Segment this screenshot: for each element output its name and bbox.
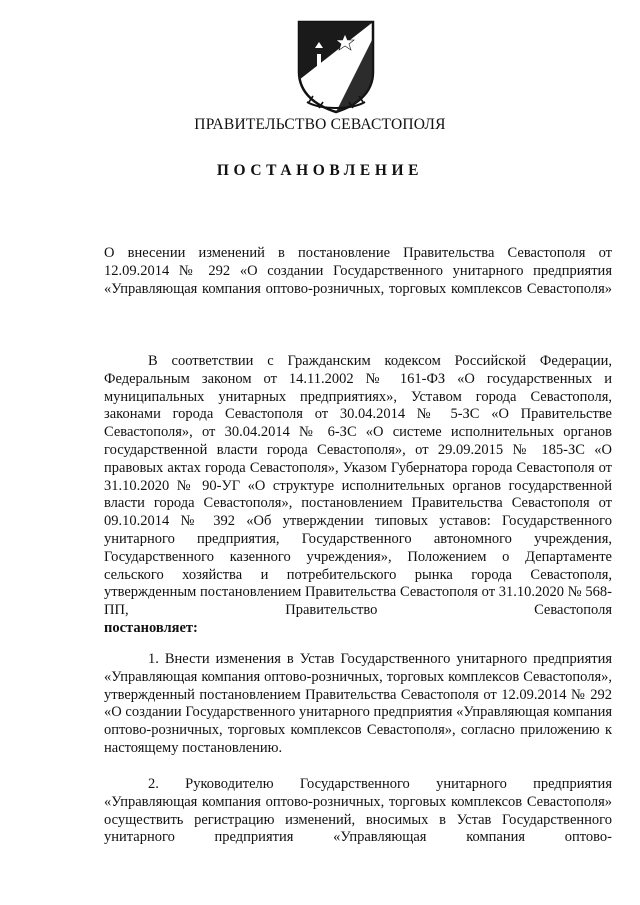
document-type: ПОСТАНОВЛЕНИЕ bbox=[216, 162, 424, 179]
preamble bbox=[104, 353, 612, 638]
item-1: 1. Внести изменения в Устав Государственного унитарного предприятия «Управляющая компания оптово-розничных, торговых комплексов Севастополя», утвержденный постановлением Правительства Севастополя от 12.09.2014 № 292 «О создании Государственного унитарного предприятия «Управляющая компания оптово-розничных, торговых комплексов Севастополя», согласно приложению к настоящему постановлению. bbox=[104, 651, 612, 756]
preamble-text: В соответствии с Гражданским кодексом Российской Федерации, Федеральным законом от 14.11.2002 № 161-ФЗ «О государственных и муниципальных унитарных предприятиях», Уставом города Севастополя, законами города Севастополя от 30.04.2014 № 5-ЗС «О Правительстве Севастополя», от 30.04.2014 № 6-ЗС «О системе исполнительных органов государственной власти города Севастополя», от 29.09.2015 № 185-ЗС «О правовых актах города Севастополя», Указом Губернатора города Севастополя от 31.10.2020 № 90-УГ «О структуре исполнительных органов государственной власти города Севастополя», постановлением Правительства Севастополя от 09.10.2014 № 392 «Об утверждении типовых уставов: Государственного унитарного предприятия, Государственного автономного учреждения, Государственного казенного учреждения», Положением о Департаменте сельского хозяйства и потребительского рынка города Севастополя, утвержденным постановлением Правительства Севастополя от 31.10.2020 № 568-ПП, Правительство Севастополя bbox=[104, 353, 612, 619]
sevastopol-coat-of-arms-icon bbox=[293, 18, 379, 114]
item-2: 2. Руководителю Государственного унитарного предприятия «Управляющая компания оптово-розничных, торговых комплексов Севастополя» осуществить регистрацию изменений, вносимых в Устав Государственного унитарного предприятия «Управляющая компания оптово- bbox=[104, 776, 612, 846]
document-subject: О внесении изменений в постановление Правительства Севастополя от 12.09.2014 № 292 «О создании Государственного унитарного предприятия «Управляющая компания оптово-розничных, торговых комплексов Севастополя» bbox=[104, 245, 612, 297]
government-title: ПРАВИТЕЛЬСТВО СЕВАСТОПОЛЯ bbox=[194, 116, 446, 133]
resolves-word: постановляет: bbox=[104, 619, 198, 636]
